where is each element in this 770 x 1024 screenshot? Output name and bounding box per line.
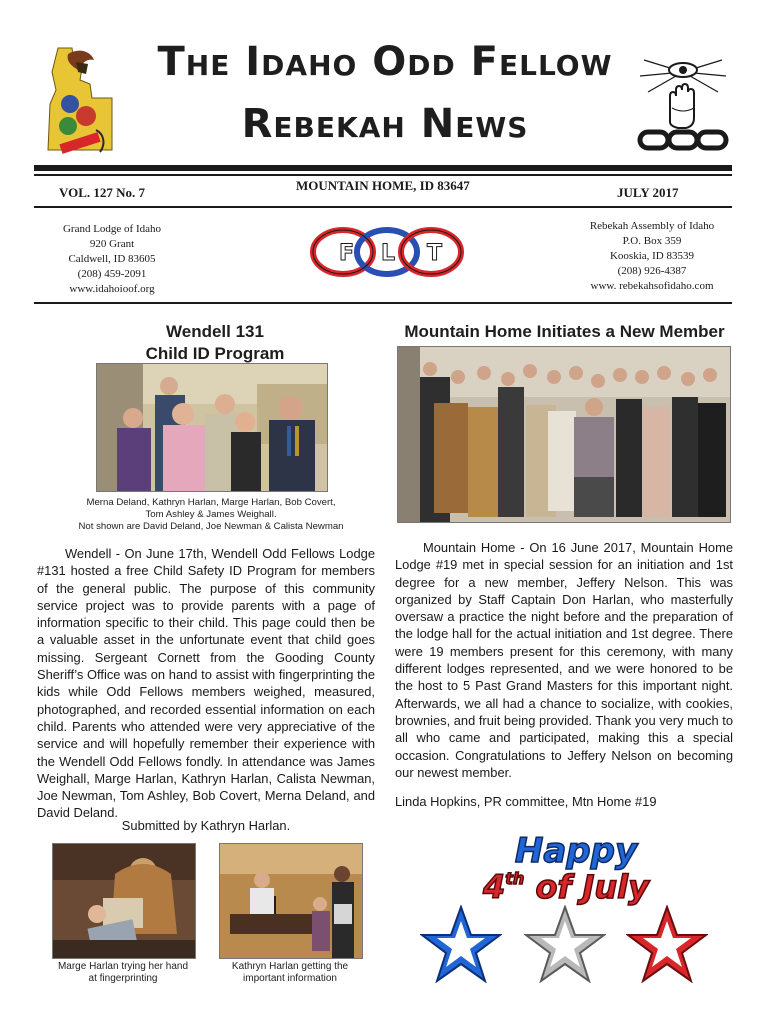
hand-eye-links-emblem (636, 52, 730, 154)
rebekah-assembly-address (580, 219, 724, 294)
newsletter-title-line1: The Idaho Odd Fellow (157, 39, 613, 85)
volume-number: VOL. 127 No. 7 (59, 185, 146, 200)
grand-lodge-name: Grand Lodge of Idaho (62, 223, 162, 235)
photo3-caption-line2: important information (243, 973, 337, 984)
masthead-rule-thick (34, 165, 732, 171)
left-headline-line1: Wendell 131 (166, 322, 264, 341)
flt-links-logo (309, 226, 465, 278)
photo3-caption-line1: Kathryn Harlan getting the (231, 961, 349, 972)
wendell-group-photo (96, 363, 328, 492)
silver-star-icon (524, 905, 606, 983)
rebekah-assembly-website[interactable]: www. rebekahsofidaho.com (590, 280, 714, 292)
photo2-caption-line2: at fingerprinting (88, 973, 158, 984)
fingerprinting-photo (52, 843, 196, 959)
grand-lodge-phone: (208) 459-2091 (77, 268, 147, 280)
right-story-headline: Mountain Home Initiates a New Member (404, 322, 725, 341)
left-story-body: Wendell - On June 17th, Wendell Odd Fellows Lodge #131 hosted a free Child Safety ID Program for members of the general public. The purpose of this community service project was to provide parents with a page of information specific to their child. This page could then be a valuable asset in the unfortunate event that child goes missing. Sergeant Cornett from the Gooding County Sheriff’s Office was on hand to assist with fingerprinting the kids while Odd Fellows members weighed, measured, photographed, and recorded essential information on each child. Parents who attended were very appreciative of the service and will hopefully remember their experience with the Wendell Odd Fellows fondly. In attendance was James Weighall, Marge Harlan, Kathryn Harlan, Calista Newman, Joe Newman, Tom Ashley, Bob Covert, Merna Deland, and David Deland. (37, 546, 375, 821)
newsletter-title-line2: Rebekah News (241, 101, 529, 147)
rebekah-assembly-city: Kooskia, ID 83539 (609, 250, 695, 262)
right-story-body: Mountain Home - On 16 June 2017, Mountain Home Lodge #19 met in special session for an initiation and 1st degree for a new member, Jeffery Nelson. This was organized by Staff Captain Don Harlan, who masterfully oversaw a practice the night before and the preparation of the lodge hall for the actual initiation and 1st degree. There were 19 members present for this ceremony, with many different lodges represented, and we were honored to be the host to 5 Past Grand Masters for this important night. Afterwards, we all had a chance to socialize, with cookies, brownies, and fruit being provided. Thank you very much to all who came and participated, making this a special occasion. Congratulations to Jeffery Nelson on becoming our newest member. (395, 540, 733, 780)
right-story-signature: Linda Hopkins, PR committee, Mtn Home #19 (395, 794, 657, 809)
idaho-lodge-emblem (38, 44, 120, 162)
happy-word: Happy (514, 831, 638, 871)
grand-lodge-street: 920 Grant (89, 238, 135, 250)
rebekah-assembly-phone: (208) 926-4387 (617, 265, 687, 277)
caption-line2: Tom Ashley & James Weighall. (145, 509, 277, 520)
red-star-icon (626, 905, 708, 983)
caption-line1: Merna Deland, Kathryn Harlan, Marge Harlan, Bob Covert, (86, 497, 336, 508)
header-bottom-rule (34, 302, 732, 304)
grand-lodge-city: Caldwell, ID 83605 (68, 253, 156, 265)
left-story-submitted-by: Submitted by Kathryn Harlan. (121, 818, 291, 833)
rebekah-assembly-name: Rebekah Assembly of Idaho (589, 220, 715, 232)
grand-lodge-website[interactable]: www.idahoioof.org (69, 283, 155, 295)
photo2-caption-line1: Marge Harlan trying her hand (57, 961, 189, 972)
issue-date: JULY 2017 (617, 185, 679, 200)
flt-letter-t: T (427, 241, 443, 266)
getting-information-photo (219, 843, 363, 959)
location-line: MOUNTAIN HOME, ID 83647 (296, 178, 470, 193)
blue-star-icon (420, 905, 502, 983)
happy-4th-of-july-graphic (456, 826, 686, 906)
meta-rule (34, 206, 732, 208)
flt-letter-f: F (339, 241, 355, 266)
left-story-headline (100, 321, 330, 365)
grand-lodge-address (45, 222, 179, 297)
flt-letter-l: L (381, 241, 396, 266)
information-caption (212, 961, 368, 985)
fourth-of-july-words: 4th of July (482, 868, 650, 906)
wendell-photo-caption (56, 497, 366, 533)
mountain-home-group-photo (397, 346, 731, 523)
left-headline-line2: Child ID Program (145, 344, 285, 363)
rebekah-assembly-street: P.O. Box 359 (622, 235, 682, 247)
masthead-rule-thin (34, 174, 732, 176)
fingerprinting-caption (44, 961, 202, 985)
caption-line3: Not shown are David Deland, Joe Newman & Calista Newman (78, 521, 344, 532)
